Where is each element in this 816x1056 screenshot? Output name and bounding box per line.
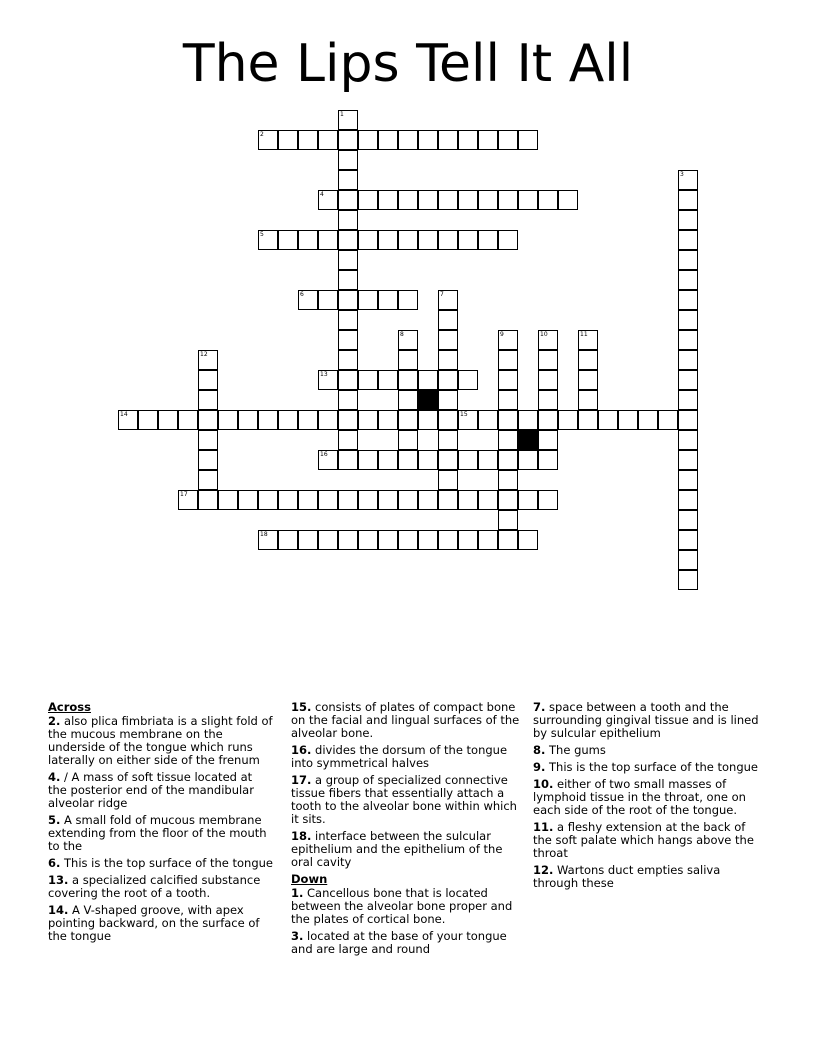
grid-cell[interactable] — [438, 410, 458, 430]
grid-cell[interactable] — [338, 390, 358, 410]
clue-down-10: 10. either of two small masses of lymphoid tissue in the throat, one on each side of the root of the tongue. — [533, 777, 746, 817]
grid-cell[interactable] — [478, 490, 498, 510]
grid-cell[interactable] — [378, 130, 398, 150]
clues-column-3 — [533, 701, 765, 894]
grid-cell[interactable] — [478, 190, 498, 210]
grid-cell[interactable] — [258, 230, 278, 250]
grid-cell[interactable] — [438, 330, 458, 350]
grid-cell[interactable] — [538, 390, 558, 410]
cell-number: 3 — [680, 171, 684, 178]
grid-cell[interactable] — [478, 450, 498, 470]
grid-cell[interactable] — [578, 330, 598, 350]
clue-across-18: 18. interface between the sulcular epithelium and the epithelium of the oral cavity — [291, 829, 503, 869]
grid-cell[interactable] — [498, 530, 518, 550]
grid-cell[interactable] — [538, 190, 558, 210]
grid-cell[interactable] — [418, 530, 438, 550]
grid-cell[interactable] — [198, 470, 218, 490]
grid-cell[interactable] — [398, 390, 418, 410]
grid-cell[interactable] — [198, 430, 218, 450]
grid-cell[interactable] — [338, 170, 358, 190]
grid-cell[interactable] — [458, 530, 478, 550]
grid-cell[interactable] — [398, 330, 418, 350]
grid-cell[interactable] — [198, 450, 218, 470]
grid-cell[interactable] — [378, 230, 398, 250]
grid-cell[interactable] — [258, 410, 278, 430]
grid-cell[interactable] — [338, 350, 358, 370]
cell-number: 4 — [320, 191, 324, 198]
grid-cell[interactable] — [598, 410, 618, 430]
grid-cell[interactable] — [418, 190, 438, 210]
grid-cell[interactable] — [338, 110, 358, 130]
grid-cell[interactable] — [438, 370, 458, 390]
grid-cell[interactable] — [318, 490, 338, 510]
grid-cell[interactable] — [498, 490, 518, 510]
clue-down-7: 7. space between a tooth and the surrounding gingival tissue and is lined by sulcular epithelium — [533, 700, 759, 740]
grid-cell[interactable] — [678, 470, 698, 490]
grid-cell[interactable] — [138, 410, 158, 430]
grid-cell[interactable] — [498, 430, 518, 450]
grid-cell[interactable] — [398, 290, 418, 310]
grid-cell[interactable] — [398, 190, 418, 210]
grid-cell[interactable] — [418, 230, 438, 250]
grid-cell[interactable] — [338, 210, 358, 230]
clue-across-4: 4. / A mass of soft tissue located at the posterior end of the mandibular alveolar ridge — [48, 770, 254, 810]
grid-cell[interactable] — [298, 530, 318, 550]
grid-cell[interactable] — [678, 550, 698, 570]
grid-cell[interactable] — [398, 230, 418, 250]
clue-down-1: 1. Cancellous bone that is located between the alveolar bone proper and the plates of cortical bone. — [291, 886, 513, 926]
grid-cell[interactable] — [538, 370, 558, 390]
cell-number: 1 — [340, 111, 344, 118]
grid-cell[interactable] — [338, 250, 358, 270]
grid-cell[interactable] — [538, 450, 558, 470]
clue-down-9: 9. This is the top surface of the tongue — [533, 760, 758, 774]
cell-number: 7 — [440, 291, 444, 298]
grid-cell[interactable] — [678, 330, 698, 350]
grid-cell[interactable] — [578, 370, 598, 390]
clue-down-8: 8. The gums — [533, 743, 606, 757]
grid-cell[interactable] — [518, 130, 538, 150]
grid-cell[interactable] — [438, 350, 458, 370]
cell-number: 2 — [260, 131, 264, 138]
grid-cell[interactable] — [498, 190, 518, 210]
grid-cell[interactable] — [298, 490, 318, 510]
grid-cell[interactable] — [538, 430, 558, 450]
cell-number: 9 — [500, 331, 504, 338]
grid-cell[interactable] — [398, 490, 418, 510]
clue-across-17: 17. a group of specialized connective tissue fibers that essentially attach a tooth to the alveolar bone within which it sits. — [291, 773, 517, 826]
grid-cell[interactable] — [358, 230, 378, 250]
grid-cell[interactable] — [518, 530, 538, 550]
grid-cell[interactable] — [338, 490, 358, 510]
grid-cell[interactable] — [338, 330, 358, 350]
cell-number: 15 — [460, 411, 468, 418]
grid-cell[interactable] — [438, 390, 458, 410]
grid-cell[interactable] — [678, 170, 698, 190]
grid-cell[interactable] — [678, 290, 698, 310]
grid-cell[interactable] — [198, 370, 218, 390]
grid-cell[interactable] — [678, 210, 698, 230]
grid-cell[interactable] — [278, 490, 298, 510]
grid-cell[interactable] — [198, 350, 218, 370]
grid-cell[interactable] — [538, 490, 558, 510]
cell-number: 11 — [580, 331, 588, 338]
grid-cell[interactable] — [218, 490, 238, 510]
grid-cell[interactable] — [358, 450, 378, 470]
grid-cell[interactable] — [378, 490, 398, 510]
grid-cell[interactable] — [538, 330, 558, 350]
black-cell — [418, 390, 438, 410]
grid-cell[interactable] — [358, 190, 378, 210]
clue-down-3: 3. located at the base of your tongue and are large and round — [291, 929, 507, 956]
grid-cell[interactable] — [358, 490, 378, 510]
grid-cell[interactable] — [238, 490, 258, 510]
grid-cell[interactable] — [498, 450, 518, 470]
grid-cell[interactable] — [478, 530, 498, 550]
clue-across-13: 13. a specialized calcified substance covering the root of a tooth. — [48, 873, 261, 900]
grid-cell[interactable] — [518, 450, 538, 470]
grid-cell[interactable] — [338, 270, 358, 290]
clue-across-16: 16. divides the dorsum of the tongue into symmetrical halves — [291, 743, 508, 770]
cell-number: 10 — [540, 331, 548, 338]
grid-cell[interactable] — [678, 530, 698, 550]
grid-cell[interactable] — [338, 190, 358, 210]
grid-cell[interactable] — [118, 410, 138, 430]
grid-cell[interactable] — [398, 410, 418, 430]
grid-cell[interactable] — [198, 490, 218, 510]
grid-cell[interactable] — [678, 270, 698, 290]
cell-number: 5 — [260, 231, 264, 238]
grid-cell[interactable] — [278, 410, 298, 430]
grid-cell[interactable] — [658, 410, 678, 430]
grid-cell[interactable] — [318, 130, 338, 150]
cell-number: 17 — [180, 491, 188, 498]
grid-cell[interactable] — [398, 450, 418, 470]
clue-across-5: 5. A small fold of mucous membrane extending from the floor of the mouth to the — [48, 813, 267, 853]
page-title: The Lips Tell It All — [182, 34, 634, 94]
grid-cell[interactable] — [318, 530, 338, 550]
grid-cell[interactable] — [318, 450, 338, 470]
grid-cell[interactable] — [678, 310, 698, 330]
grid-cell[interactable] — [278, 530, 298, 550]
grid-cell[interactable] — [178, 490, 198, 510]
grid-cell[interactable] — [338, 230, 358, 250]
grid-cell[interactable] — [278, 130, 298, 150]
grid-cell[interactable] — [438, 190, 458, 210]
grid-cell[interactable] — [278, 230, 298, 250]
grid-cell[interactable] — [498, 510, 518, 530]
clue-down-12: 12. Wartons duct empties saliva through these — [533, 863, 721, 890]
grid-cell[interactable] — [378, 290, 398, 310]
grid-cell[interactable] — [498, 390, 518, 410]
grid-cell[interactable] — [298, 230, 318, 250]
grid-cell[interactable] — [438, 310, 458, 330]
grid-cell[interactable] — [498, 410, 518, 430]
grid-cell[interactable] — [318, 230, 338, 250]
grid-cell[interactable] — [318, 290, 338, 310]
grid-cell[interactable] — [438, 130, 458, 150]
grid-cell[interactable] — [458, 410, 478, 430]
grid-cell[interactable] — [258, 490, 278, 510]
grid-cell[interactable] — [358, 410, 378, 430]
grid-cell[interactable] — [538, 410, 558, 430]
grid-cell[interactable] — [438, 530, 458, 550]
grid-cell[interactable] — [438, 490, 458, 510]
grid-cell[interactable] — [618, 410, 638, 430]
grid-cell[interactable] — [678, 410, 698, 430]
grid-cell[interactable] — [318, 410, 338, 430]
grid-cell[interactable] — [378, 410, 398, 430]
grid-cell[interactable] — [398, 430, 418, 450]
grid-cell[interactable] — [338, 130, 358, 150]
grid-cell[interactable] — [198, 390, 218, 410]
grid-cell[interactable] — [578, 390, 598, 410]
grid-cell[interactable] — [378, 190, 398, 210]
grid-cell[interactable] — [558, 410, 578, 430]
grid-cell[interactable] — [678, 250, 698, 270]
clue-across-2: 2. also plica fimbriata is a slight fold of the mucous membrane on the underside of the tongue which runs laterally on either side of the frenum — [48, 714, 273, 767]
grid-cell[interactable] — [498, 370, 518, 390]
grid-cell[interactable] — [438, 290, 458, 310]
grid-cell[interactable] — [518, 490, 538, 510]
cell-number: 18 — [260, 531, 268, 538]
grid-cell[interactable] — [678, 570, 698, 590]
grid-cell[interactable] — [318, 190, 338, 210]
grid-cell[interactable] — [458, 230, 478, 250]
grid-cell[interactable] — [358, 370, 378, 390]
grid-cell[interactable] — [678, 510, 698, 530]
grid-cell[interactable] — [678, 450, 698, 470]
grid-cell[interactable] — [358, 530, 378, 550]
grid-cell[interactable] — [478, 130, 498, 150]
grid-cell[interactable] — [338, 150, 358, 170]
grid-cell[interactable] — [298, 290, 318, 310]
grid-cell[interactable] — [178, 410, 198, 430]
grid-cell[interactable] — [438, 430, 458, 450]
grid-cell[interactable] — [438, 450, 458, 470]
grid-cell[interactable] — [298, 130, 318, 150]
grid-cell[interactable] — [338, 310, 358, 330]
grid-cell[interactable] — [498, 470, 518, 490]
grid-cell[interactable] — [338, 530, 358, 550]
grid-cell[interactable] — [218, 410, 238, 430]
grid-cell[interactable] — [478, 230, 498, 250]
grid-cell[interactable] — [518, 190, 538, 210]
cell-number: 14 — [120, 411, 128, 418]
grid-cell[interactable] — [418, 410, 438, 430]
grid-cell[interactable] — [338, 370, 358, 390]
grid-cell[interactable] — [258, 530, 278, 550]
grid-cell[interactable] — [398, 530, 418, 550]
grid-cell[interactable] — [458, 370, 478, 390]
grid-cell[interactable] — [498, 350, 518, 370]
grid-cell[interactable] — [678, 230, 698, 250]
grid-cell[interactable] — [258, 130, 278, 150]
grid-cell[interactable] — [678, 370, 698, 390]
grid-cell[interactable] — [338, 430, 358, 450]
grid-cell[interactable] — [678, 190, 698, 210]
grid-cell[interactable] — [438, 230, 458, 250]
grid-cell[interactable] — [378, 450, 398, 470]
cell-number: 6 — [300, 291, 304, 298]
grid-cell[interactable] — [678, 430, 698, 450]
grid-cell[interactable] — [378, 370, 398, 390]
grid-cell[interactable] — [478, 410, 498, 430]
grid-cell[interactable] — [298, 410, 318, 430]
grid-cell[interactable] — [418, 450, 438, 470]
grid-cell[interactable] — [558, 190, 578, 210]
grid-cell[interactable] — [238, 410, 258, 430]
grid-cell[interactable] — [458, 450, 478, 470]
grid-cell[interactable] — [458, 190, 478, 210]
grid-cell[interactable] — [418, 490, 438, 510]
across-header: Across — [48, 700, 91, 714]
grid-cell[interactable] — [338, 290, 358, 310]
grid-cell[interactable] — [578, 410, 598, 430]
clue-across-6: 6. This is the top surface of the tongue — [48, 856, 273, 870]
grid-cell[interactable] — [678, 490, 698, 510]
grid-cell[interactable] — [398, 130, 418, 150]
grid-cell[interactable] — [518, 410, 538, 430]
grid-cell[interactable] — [358, 130, 378, 150]
grid-cell[interactable] — [418, 370, 438, 390]
grid-cell[interactable] — [458, 490, 478, 510]
cell-number: 8 — [400, 331, 404, 338]
grid-cell[interactable] — [498, 130, 518, 150]
down-header: Down — [291, 872, 328, 886]
grid-cell[interactable] — [338, 450, 358, 470]
grid-cell[interactable] — [318, 370, 338, 390]
grid-cell[interactable] — [198, 410, 218, 430]
grid-cell[interactable] — [398, 350, 418, 370]
cell-number: 13 — [320, 371, 328, 378]
grid-cell[interactable] — [498, 330, 518, 350]
grid-cell[interactable] — [158, 410, 178, 430]
grid-cell[interactable] — [438, 470, 458, 490]
grid-cell[interactable] — [498, 230, 518, 250]
clue-across-15: 15. consists of plates of compact bone on the facial and lingual surfaces of the alveolar bone. — [291, 700, 520, 740]
clue-across-14: 14. A V-shaped groove, with apex pointing backward, on the surface of the tongue — [48, 903, 260, 943]
grid-cell[interactable] — [538, 350, 558, 370]
grid-cell[interactable] — [358, 290, 378, 310]
cell-number: 16 — [320, 451, 328, 458]
grid-cell[interactable] — [458, 130, 478, 150]
clues-column-2 — [291, 701, 525, 960]
grid-cell[interactable] — [398, 370, 418, 390]
grid-cell[interactable] — [418, 130, 438, 150]
grid-cell[interactable] — [678, 390, 698, 410]
grid-cell[interactable] — [578, 350, 598, 370]
grid-cell[interactable] — [338, 410, 358, 430]
grid-cell[interactable] — [638, 410, 658, 430]
grid-cell[interactable] — [678, 350, 698, 370]
black-cell — [518, 430, 538, 450]
cell-number: 12 — [200, 351, 208, 358]
clue-down-11: 11. a fleshy extension at the back of the soft palate which hangs above the throat — [533, 820, 754, 860]
clues-column-1 — [48, 701, 274, 947]
grid-cell[interactable] — [378, 530, 398, 550]
